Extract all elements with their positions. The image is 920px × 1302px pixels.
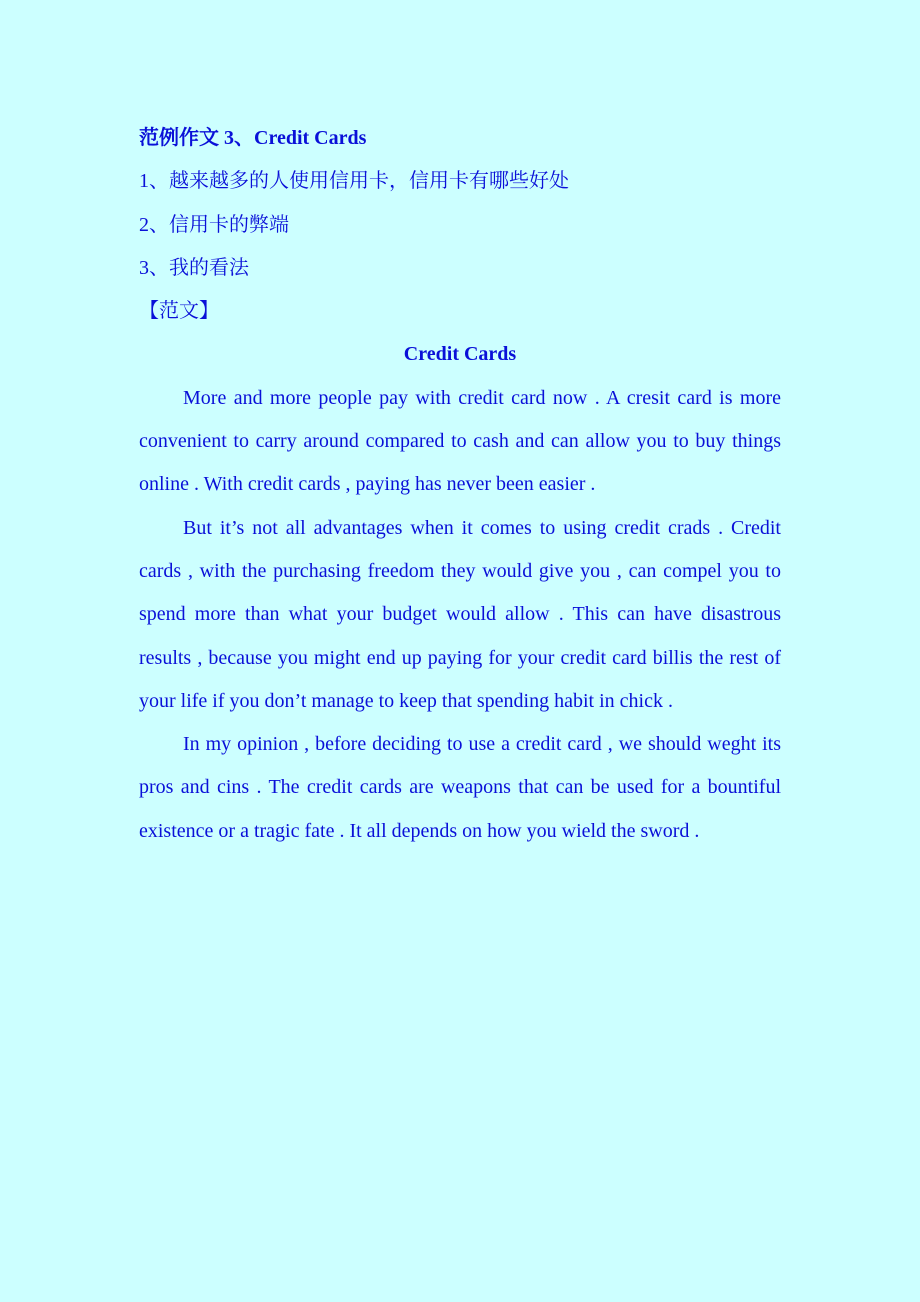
document-page [139,117,781,853]
prompt-heading: 范例作文 3、Credit Cards [139,127,367,149]
prompt-point-1: 1、越来越多的人使用信用卡，信用卡有哪些好处 [139,170,569,193]
essay-paragraph-1: More and more people pay with credit card now . A cresit card is more convenient to carry around compared to cash and can allow you to buy things online . With credit cards , paying has never been easier . [139,386,781,496]
essay-title: Credit Cards [403,343,517,366]
essay-paragraph-2: But it’s not all advantages when it comes to using credit crads . Credit cards , with the purchasing freedom they would give you , can compel you to spend more than what your budget would allow . This can have disastrous results , because you might end up paying for your credit card billis the rest of your life if you don’t manage to keep that spending habit in chick . [139,516,781,712]
prompt-point-2: 2、信用卡的弊端 [139,213,289,236]
sample-essay-label: 【范文】 [139,300,219,323]
essay-paragraph-3: In my opinion , before deciding to use a credit card , we should weght its pros and cins . The credit cards are weapons that can be used for a bountiful existence or a tragic fate . It all depends on how you wield the sword . [139,733,781,842]
prompt-point-3: 3、我的看法 [139,256,249,279]
